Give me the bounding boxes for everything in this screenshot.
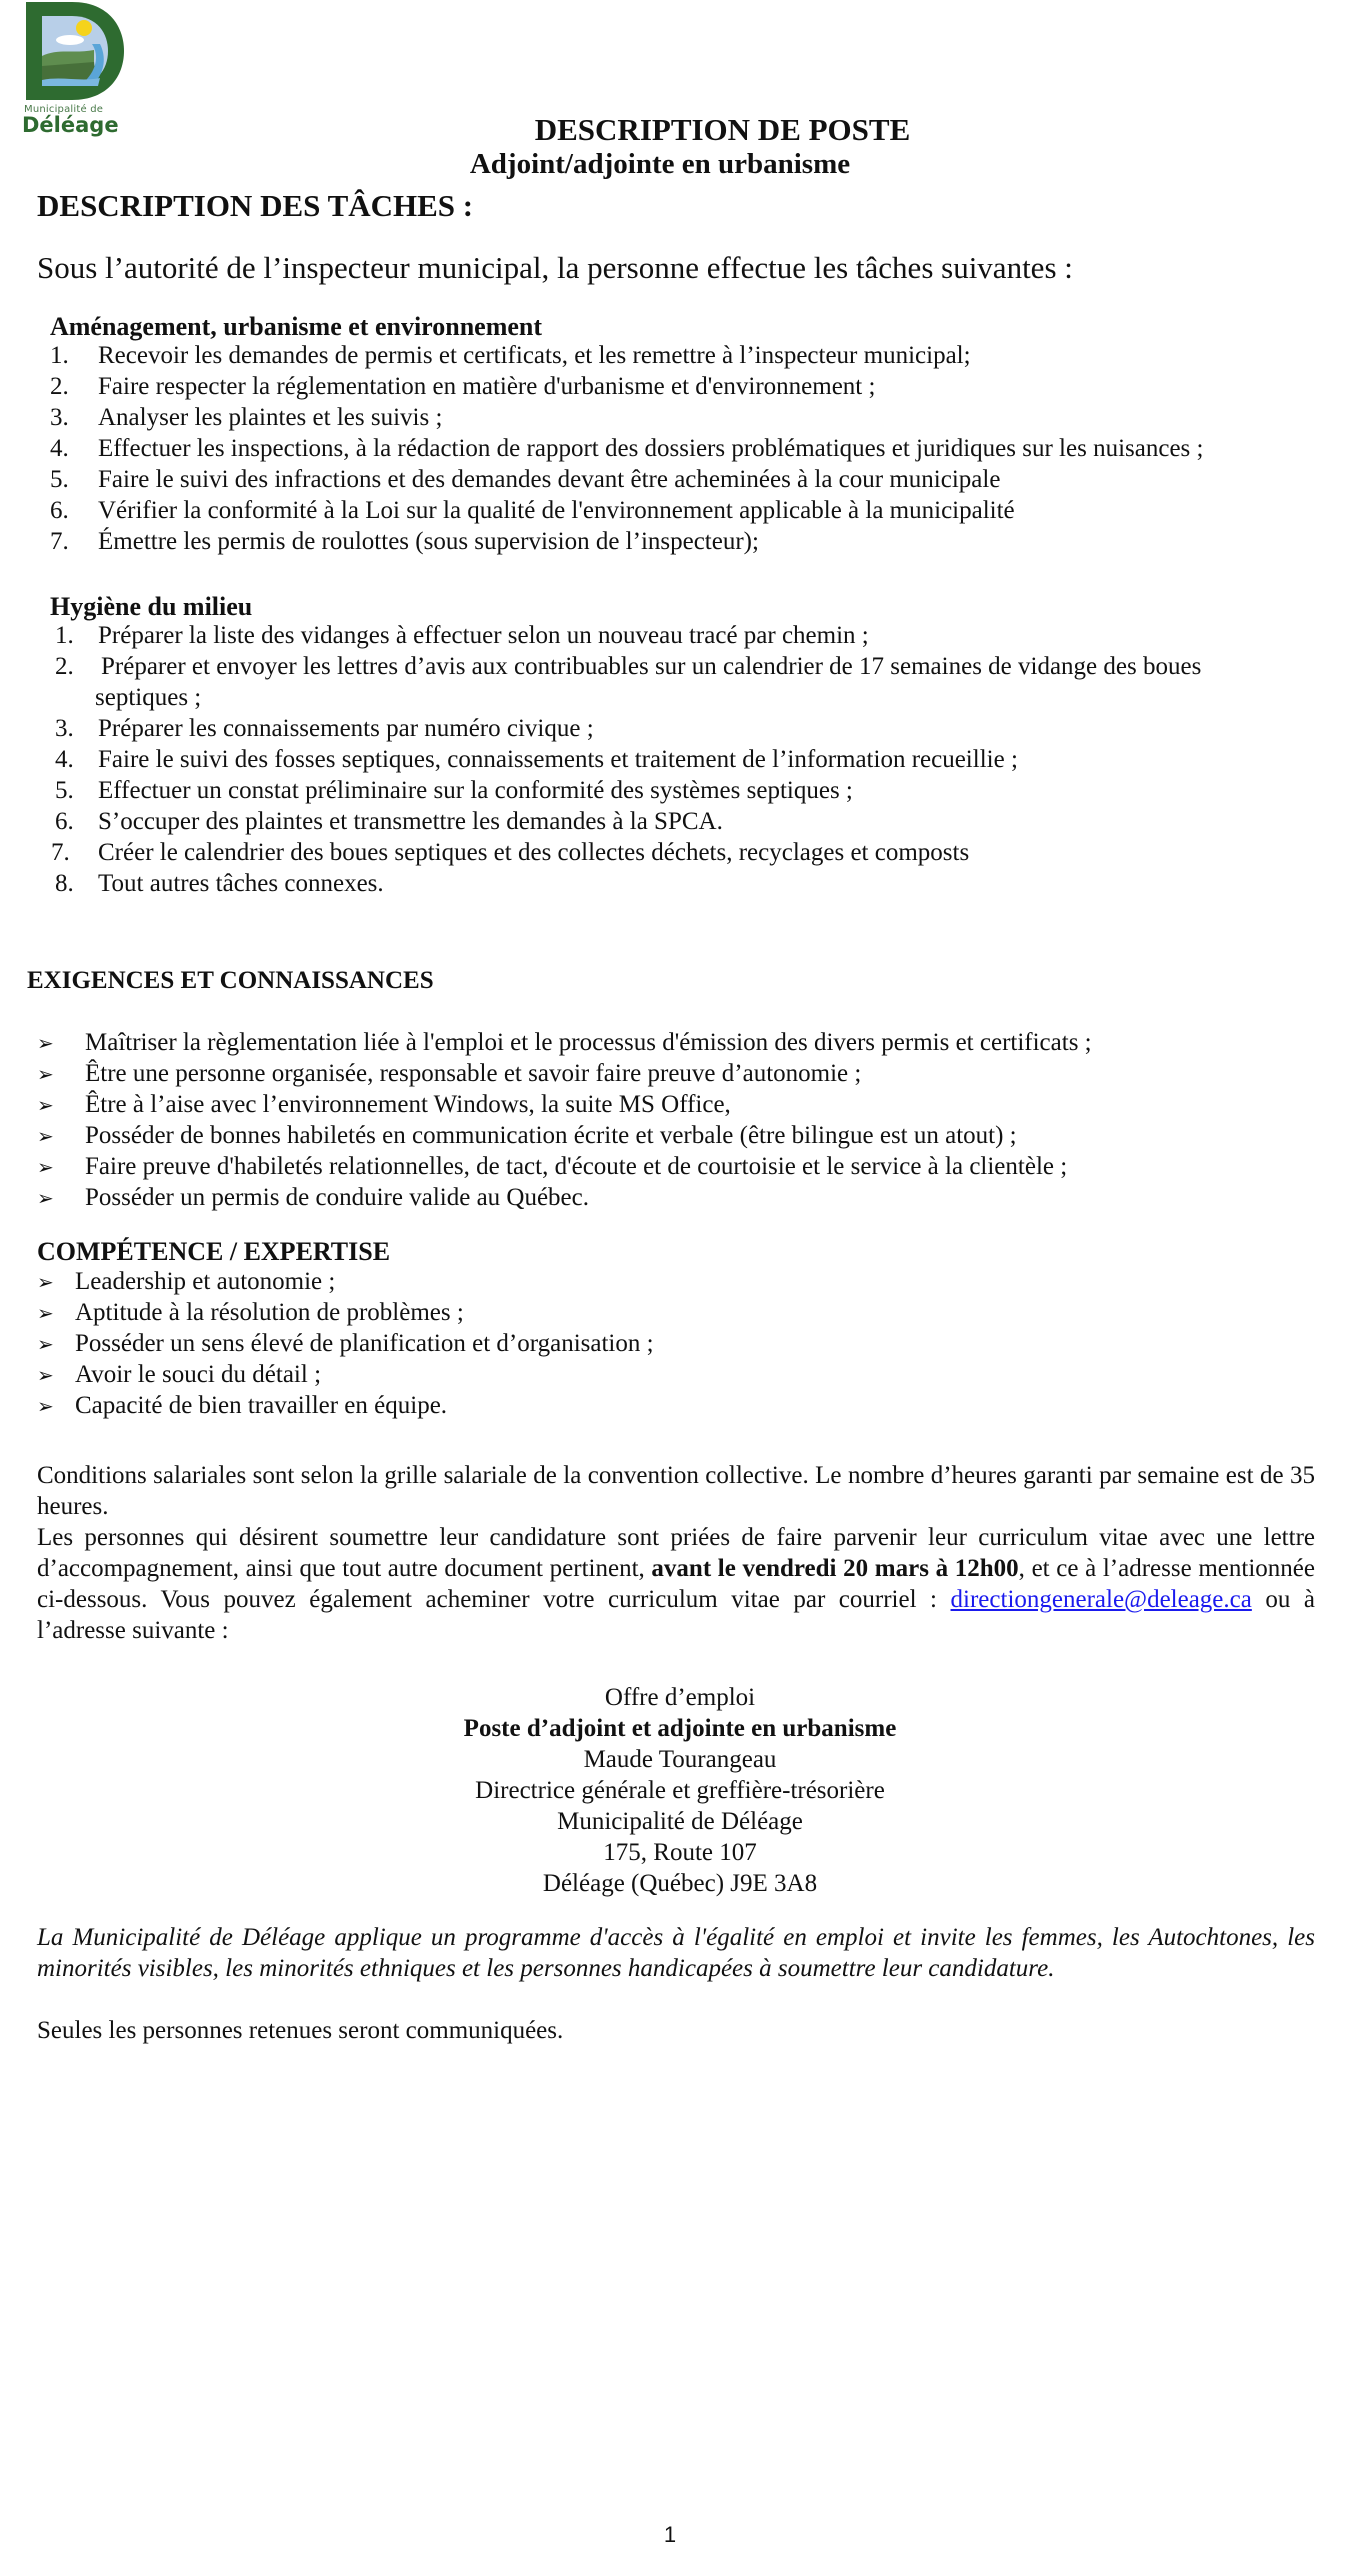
arrow-bullet-icon: ➢ — [37, 1155, 54, 1179]
document-subtitle: Adjoint/adjointe en urbanisme — [469, 148, 851, 180]
item-text: Tout autres tâches connexes. — [98, 870, 384, 897]
item-text: Faire le suivi des fosses septiques, connaissements et traitement de l’information recueillie ; — [98, 746, 1018, 773]
competence-heading: COMPÉTENCE / EXPERTISE — [37, 1237, 391, 1266]
logo-caption: Municipalité de — [24, 104, 104, 115]
list-item — [50, 371, 1350, 402]
item-number: 4. — [55, 746, 74, 773]
list-item — [37, 1266, 1337, 1297]
item-text: Préparer la liste des vidanges à effectuer selon un nouveau tracé par chemin ; — [98, 622, 869, 649]
list-item — [37, 1182, 1337, 1213]
list-item — [50, 433, 1350, 464]
arrow-bullet-icon: ➢ — [37, 1031, 54, 1055]
item-number: 6. — [55, 808, 74, 835]
item-text: Vérifier la conformité à la Loi sur la qualité de l'environnement applicable à la municipalité — [98, 497, 1015, 524]
list-item — [37, 1027, 1337, 1058]
address-position: Poste d’adjoint et adjointe en urbanisme — [463, 1715, 897, 1742]
item-text: Créer le calendrier des boues septiques et des collectes déchets, recyclages et composts — [98, 839, 970, 866]
document-title: DESCRIPTION DE POSTE — [534, 112, 911, 147]
item-text: Effectuer un constat préliminaire sur la conformité des systèmes septiques ; — [98, 777, 853, 804]
item-text: Être à l’aise avec l’environnement Windows, la suite MS Office, — [85, 1091, 731, 1118]
address-block — [0, 1682, 1360, 1899]
item-text: Préparer les connaissements par numéro civique ; — [98, 715, 594, 742]
item-text: Faire preuve d'habiletés relationnelles, de tact, d'écoute et de courtoisie et le service à la clientèle ; — [85, 1153, 1068, 1180]
arrow-bullet-icon: ➢ — [37, 1186, 54, 1210]
list-item — [50, 464, 1350, 495]
salary-conditions-paragraph: Conditions salariales sont selon la grille salariale de la convention collective. Le nombre d’heures garanti par semaine est de 35 heures. — [37, 1462, 1315, 1520]
email-link[interactable]: directiongenerale@deleage.ca — [950, 1586, 1252, 1613]
requirements-heading: EXIGENCES ET CONNAISSANCES — [27, 967, 434, 994]
item-number: 5. — [55, 777, 74, 804]
equality-statement: La Municipalité de Déléage applique un programme d'accès à l'égalité en emploi et invite les femmes, les Autochtones, les minorités visibles, les minorités ethniques et les personnes handicapées à soumettre leur candidature. — [37, 1924, 1315, 1982]
application-paragraph — [37, 1522, 1315, 1646]
item-number: 2. — [50, 373, 69, 400]
list-item — [50, 495, 1350, 526]
arrow-bullet-icon: ➢ — [37, 1124, 54, 1148]
address-street: 175, Route 107 — [603, 1839, 757, 1866]
section-heading-amenagement: Aménagement, urbanisme et environnement — [50, 312, 543, 341]
item-text: Maîtriser la règlementation liée à l'emploi et le processus d'émission des divers permis et certificats ; — [85, 1029, 1092, 1056]
item-text: Faire respecter la réglementation en matière d'urbanisme et d'environnement ; — [98, 373, 876, 400]
list-item — [55, 620, 1355, 651]
item-text: S’occuper des plaintes et transmettre les demandes à la SPCA. — [98, 808, 723, 835]
list-item — [51, 837, 1355, 868]
item-number: 1. — [50, 342, 69, 369]
list-item — [37, 1390, 1337, 1421]
item-number: 2. — [55, 653, 74, 680]
item-text: Analyser les plaintes et les suivis ; — [98, 404, 443, 431]
item-text: Posséder de bonnes habiletés en communication écrite et verbale (être bilingue est un atout) ; — [85, 1122, 1017, 1149]
arrow-bullet-icon: ➢ — [37, 1363, 54, 1387]
page-number: 1 — [663, 2522, 677, 2547]
item-text: Leadership et autonomie ; — [75, 1268, 336, 1295]
application-text-2: , et ce à l’adresse mentionnée ci-dessous. Vous pouvez également acheminer votre curriculum vitae par courriel : — [37, 1555, 1315, 1613]
item-text: Effectuer les inspections, à la rédaction de rapport des dossiers problématiques et juridiques sur les nuisances ; — [98, 435, 1204, 462]
list-item — [50, 340, 1350, 371]
application-text-1: Les personnes qui désirent soumettre leur candidature sont priées de faire parvenir leur curriculum vitae avec une lettre d’accompagnement, ainsi que tout autre document pertinent, — [37, 1524, 1315, 1582]
item-text: Avoir le souci du détail ; — [75, 1361, 322, 1388]
competence-list — [37, 1266, 1337, 1421]
arrow-bullet-icon: ➢ — [37, 1332, 54, 1356]
item-text: Recevoir les demandes de permis et certificats, et les remettre à l’inspecteur municipal; — [98, 342, 971, 369]
list-item — [55, 806, 1355, 837]
address-city: Déléage (Québec) J9E 3A8 — [542, 1870, 818, 1897]
arrow-bullet-icon: ➢ — [37, 1301, 54, 1325]
list-item — [50, 402, 1350, 433]
logo-d-emblem-icon — [22, 0, 127, 102]
list-item — [55, 713, 1355, 744]
item-text: Aptitude à la résolution de problèmes ; — [75, 1299, 464, 1326]
item-number: 8. — [55, 870, 74, 897]
item-number: 3. — [55, 715, 74, 742]
arrow-bullet-icon: ➢ — [37, 1062, 54, 1086]
section-heading-hygiene: Hygiène du milieu — [50, 592, 253, 621]
address-contact-title: Directrice générale et greffière-trésorière — [475, 1777, 885, 1804]
list-item — [37, 1089, 1337, 1120]
application-deadline: avant le vendredi 20 mars à 12h00 — [651, 1555, 1019, 1582]
tasks-intro: Sous l’autorité de l’inspecteur municipal, la personne effectue les tâches suivantes : — [37, 250, 1073, 285]
item-text: Émettre les permis de roulottes (sous supervision de l’inspecteur); — [98, 528, 759, 555]
address-contact-name: Maude Tourangeau — [583, 1746, 777, 1773]
item-number: 7. — [51, 839, 70, 866]
list-item — [55, 744, 1355, 775]
list-item — [37, 1328, 1337, 1359]
list-item — [37, 1359, 1337, 1390]
address-organization: Municipalité de Déléage — [557, 1808, 803, 1835]
item-number: 3. — [50, 404, 69, 431]
item-text: Faire le suivi des infractions et des demandes devant être acheminées à la cour municipale — [98, 466, 1001, 493]
application-text-3: ou à l’adresse suivante : — [37, 1586, 1315, 1644]
item-text: Posséder un sens élevé de planification et d’organisation ; — [75, 1330, 654, 1357]
item-number: 7. — [50, 528, 69, 555]
item-number: 4. — [50, 435, 69, 462]
item-text: Posséder un permis de conduire valide au Québec. — [85, 1184, 590, 1211]
logo-name: Déléage — [22, 113, 119, 137]
list-item — [55, 651, 1355, 713]
item-text: Capacité de bien travailler en équipe. — [75, 1392, 448, 1419]
item-text: Être une personne organisée, responsable et savoir faire preuve d’autonomie ; — [85, 1060, 862, 1087]
closing-note: Seules les personnes retenues seront communiquées. — [37, 2017, 564, 2044]
address-offer-label: Offre d’emploi — [604, 1684, 756, 1711]
arrow-bullet-icon: ➢ — [37, 1394, 54, 1418]
item-number: 6. — [50, 497, 69, 524]
list-item — [37, 1297, 1337, 1328]
item-number: 5. — [50, 466, 69, 493]
list-item — [37, 1151, 1337, 1182]
requirements-list — [37, 1027, 1337, 1213]
amenagement-task-list — [50, 340, 1350, 557]
arrow-bullet-icon: ➢ — [37, 1093, 54, 1117]
tasks-heading: DESCRIPTION DES TÂCHES : — [37, 188, 474, 223]
list-item — [55, 868, 1355, 899]
list-item — [37, 1058, 1337, 1089]
list-item — [50, 526, 1350, 557]
item-text-continuation: septiques ; — [95, 684, 202, 711]
arrow-bullet-icon: ➢ — [37, 1270, 54, 1294]
list-item — [37, 1120, 1337, 1151]
item-text: Préparer et envoyer les lettres d’avis aux contribuables sur un calendrier de 17 semaines de vidange des boues — [101, 653, 1202, 680]
hygiene-task-list — [51, 620, 1355, 899]
item-number: 1. — [55, 622, 74, 649]
list-item — [55, 775, 1355, 806]
